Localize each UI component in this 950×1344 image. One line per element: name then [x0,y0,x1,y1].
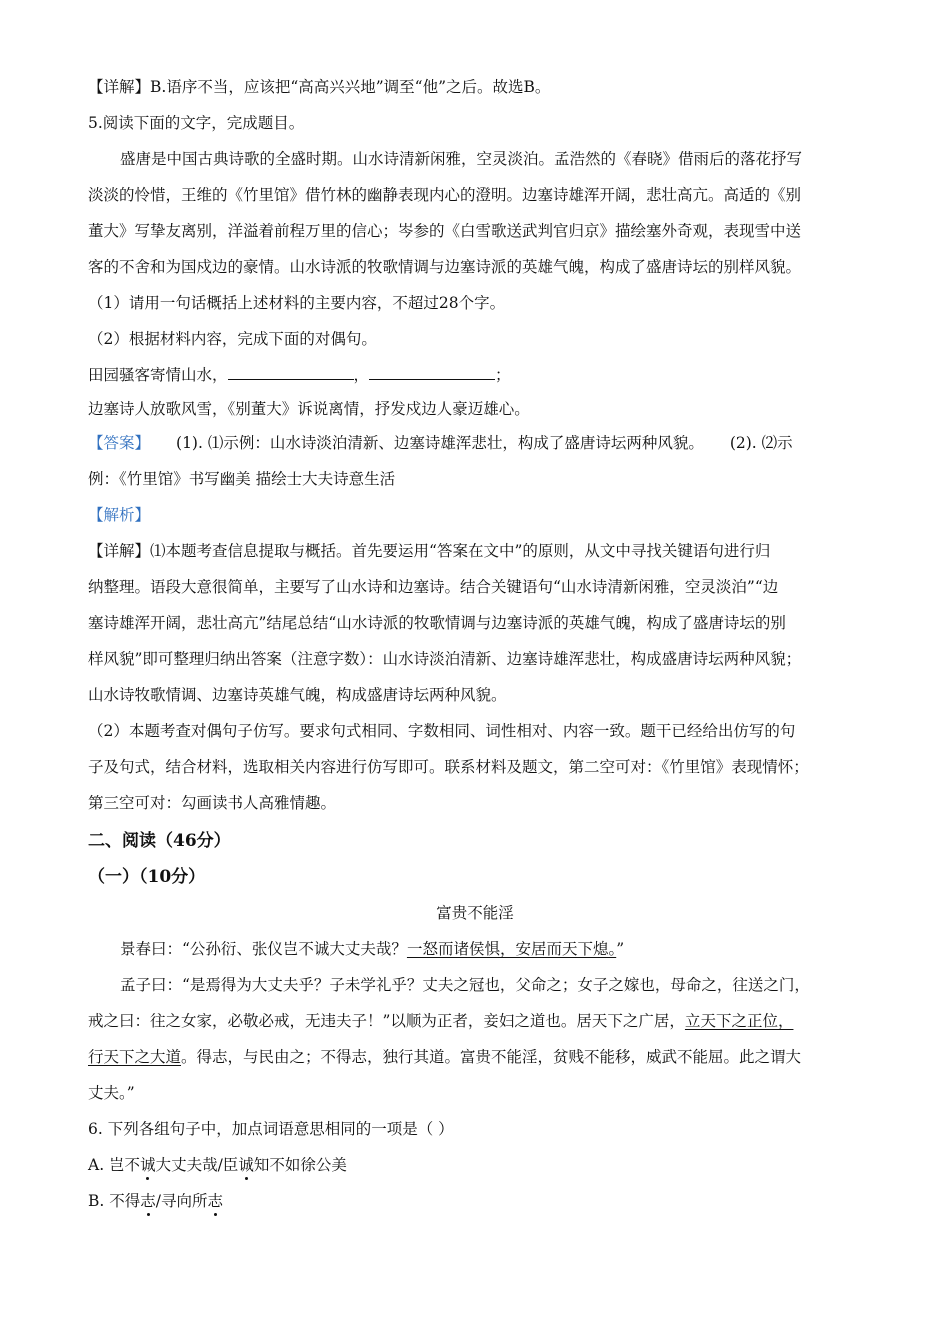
detail-text: B.语序不当，应该把“高高兴兴地”调至“他”之后。故选B。 [150,78,551,96]
option-a-text: 知不如徐公美 [253,1156,347,1174]
detail-line-5: 山水诗牧歌情调、边塞诗英雄气魄，构成盛唐诗坛两种风貌。 [88,686,507,704]
option-a-text: A. 岂不 [88,1156,141,1174]
dotted-word: 志 [140,1192,156,1210]
detail-text-1: ⑴本题考查信息提取与概括。首先要运用“答案在文中”的原则，从文中寻找关键语句进行归 [150,542,771,560]
section-heading: 二、阅读（46分） [88,831,231,851]
couplet-line-2: 边塞诗人放歌风雪，《别董大》诉说离情，抒发戍边人豪迈雄心。 [88,400,530,418]
sub-question-2: （2）根据材料内容，完成下面的对偶句。 [88,330,377,348]
passage-line-4: 客的不舍和为国戍边的豪情。山水诗派的牧歌情调与边塞诗派的英雄气魄，构成了盛唐诗坛的别样风貌。 [88,258,802,276]
passage-line-3: 董大》写挚友离别，洋溢着前程万里的信心；岑参的《白雪歌送武判官归京》描绘塞外奇观，表现雪中送 [88,222,802,240]
underlined-sentence-1: 一怒而诸侯惧，安居而天下熄。 [406,940,617,958]
classic-text: 景春曰：“公孙衍、张仪岂不诚大丈夫哉？ [120,940,407,958]
couplet-comma: ， [353,366,370,384]
classic-text: 戒之曰：往之女家，必敬必戒，无违夫子！”以顺为正者，妾妇之道也。居天下之广居， [88,1012,685,1030]
answer-part-2: (2). ⑵示 [729,434,793,452]
answer-part-1: (1). ⑴示例：山水诗淡泊清新、边塞诗雄浑悲壮，构成了盛唐诗坛两种风貌。 [176,434,704,452]
analysis-tag: 【解析】 [88,506,151,524]
option-a-text: 大丈夫哉/臣 [155,1156,239,1174]
answer-tag: 【答案】 [88,434,151,452]
passage-title: 富贵不能淫 [436,904,514,922]
passage-line-2: 淡淡的怜惜，王维的《竹里馆》借竹林的幽静表现内心的澄明。边塞诗雄浑开阔，悲壮高亢。高适的《别 [88,186,802,204]
classic-line-3 [88,1010,870,1032]
passage-line-1: 盛唐是中国古典诗歌的全盛时期。山水诗清新闲雅，空灵淡泊。孟浩然的《春晓》借雨后的落花抒写 [120,150,803,168]
answer-blank-1[interactable] [228,365,354,380]
detail-line-b [88,76,870,98]
classic-line-4 [88,1046,870,1068]
underlined-sentence-2a: 立天下之正位， [684,1012,794,1030]
classic-line-2: 孟子曰：“是焉得为大丈夫乎？子未学礼乎？丈夫之冠也，父命之；女子之嫁也，母命之，往送之门， [120,976,810,994]
dotted-word: 志 [207,1192,224,1210]
detail-tag: 【详解】 [88,78,151,96]
subsection-heading: （一）（10分） [88,867,206,887]
classic-line-5: 丈夫。” [88,1084,135,1102]
question-5-title: 5.阅读下面的文字，完成题目。 [88,114,305,132]
answer-blank-2[interactable] [369,365,495,380]
question-6: 6. 下列各组句子中，加点词语意思相同的一项是（ ） [88,1120,454,1138]
detail-line-1 [88,540,870,562]
couplet-text: 田园骚客寄情山水， [88,366,228,384]
explain-line-1: （2）本题考查对偶句子仿写。要求句式相同、字数相同、词性相对、内容一致。题干已经给出仿写的句 [88,722,796,740]
option-b-text: /寻向所 [155,1192,208,1210]
couplet-line-1 [88,364,870,386]
option-b-text: B. 不得 [88,1192,141,1210]
classic-text: 。得志，与民由之；不得志，独行其道。富贵不能淫，贫贱不能移，威武不能屈。此之谓大 [181,1048,802,1066]
classic-line-1 [120,938,870,960]
option-a[interactable] [88,1154,870,1176]
sub-question-1: （1）请用一句话概括上述材料的主要内容，不超过28个字。 [88,294,506,312]
dotted-word: 诚 [238,1156,254,1174]
couplet-semicolon: ； [495,366,511,384]
underlined-sentence-2b: 行天下之大道 [88,1048,182,1066]
explain-line-3: 第三空可对：勾画读书人高雅情趣。 [88,794,337,812]
dotted-word: 诚 [140,1156,156,1174]
classic-text: ” [616,940,625,958]
detail-line-3: 塞诗雄浑开阔，悲壮高亢”结尾总结“山水诗派的牧歌情调与边塞诗派的英雄气魄，构成了盛唐诗坛的别 [88,614,786,632]
explain-line-2: 子及句式，结合材料，选取相关内容进行仿写即可。联系材料及题文，第二空可对：《竹里馆》表现情怀； [88,758,809,776]
answer-line-2: 例：《竹里馆》书写幽美 描绘士大夫诗意生活 [88,470,396,488]
option-b[interactable] [88,1190,870,1212]
detail-line-2: 纳整理。语段大意很简单，主要写了山水诗和边塞诗。结合关键语句“山水诗清新闲雅，空灵淡泊”“边 [88,578,779,596]
detail-line-4: 样风貌”即可整理归纳出答案（注意字数）：山水诗淡泊清新、边塞诗雄浑悲壮，构成盛唐诗坛两种风貌； [88,650,802,668]
detail-tag-2: 【详解】 [88,542,151,560]
answer-line-1 [88,432,870,454]
